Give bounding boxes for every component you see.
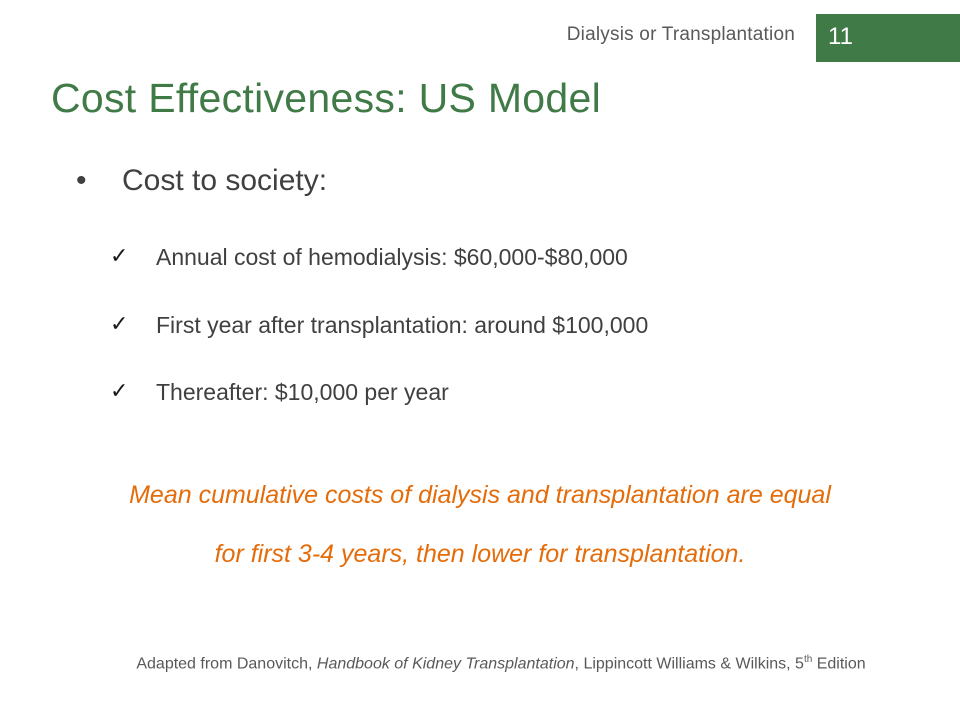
- citation-edition-superscript: th: [803, 654, 813, 665]
- citation-prefix: Adapted from Danovitch,: [136, 655, 317, 673]
- section-header-label: Dialysis or Transplantation: [566, 24, 795, 45]
- citation-book-title: Handbook of Kidney Transplantation: [316, 655, 575, 673]
- bullet-label: Cost to society:: [122, 164, 328, 197]
- citation-publisher: , Lippincott Williams & Wilkins, 5: [574, 655, 804, 673]
- checklist-item-text: First year after transplantation: around $100,000: [156, 312, 649, 338]
- citation: [0, 654, 960, 673]
- citation-suffix: Edition: [812, 655, 866, 673]
- checkmark-icon: ✓: [110, 312, 129, 337]
- checklist-item-text: Annual cost of hemodialysis: $60,000-$80,000: [156, 244, 628, 270]
- highlight-line-1: Mean cumulative costs of dialysis and transplantation are equal: [129, 481, 831, 509]
- checkmark-icon: ✓: [110, 379, 129, 404]
- bullet-dot-icon: •: [76, 164, 87, 197]
- slide-number-box: [816, 14, 960, 62]
- highlight-line-2: for first 3-4 years, then lower for transplantation.: [214, 540, 746, 568]
- slide-number: 11: [828, 23, 853, 50]
- checklist-item-text: Thereafter: $10,000 per year: [156, 379, 449, 405]
- checkmark-icon: ✓: [110, 244, 129, 269]
- slide-title: Cost Effectiveness: US Model: [51, 75, 601, 121]
